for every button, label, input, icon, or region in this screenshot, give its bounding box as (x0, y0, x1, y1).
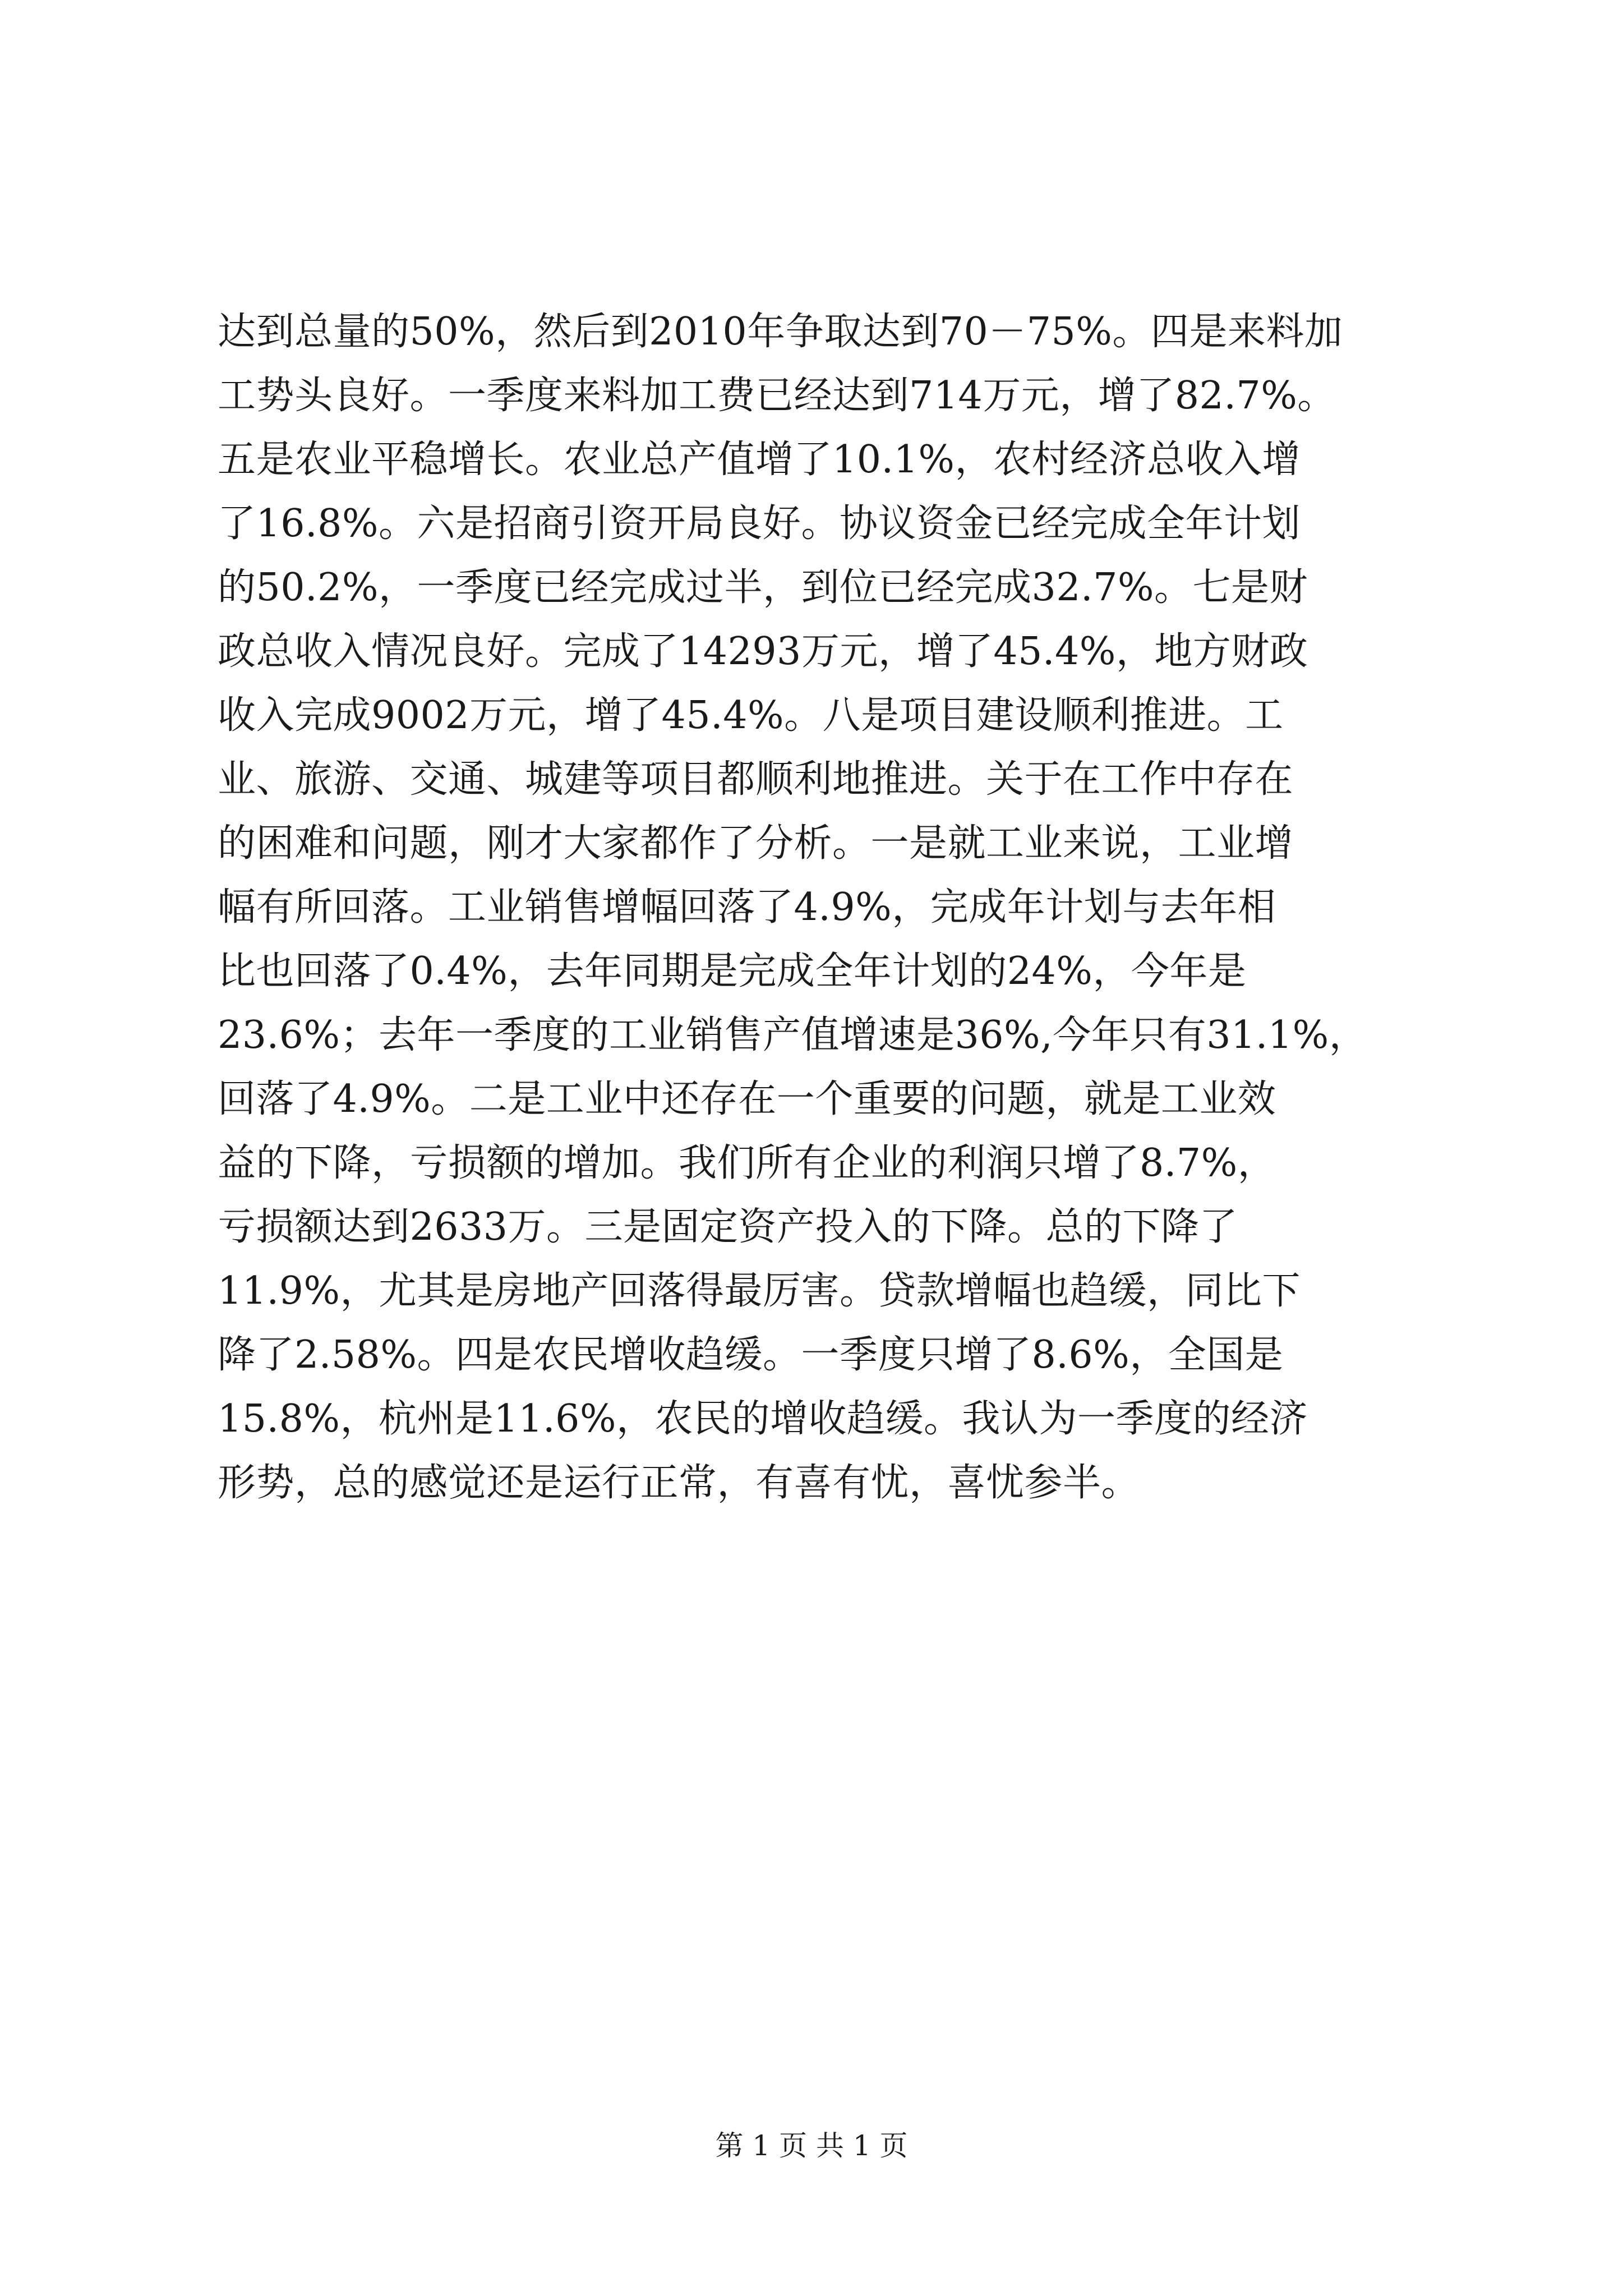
text-line: 的困难和问题，刚才大家都作了分析。一是就工业来说，工业增 (218, 821, 1294, 866)
text-line: 幅有所回落。工业销售增幅回落了4.9%，完成年计划与去年相 (218, 885, 1276, 930)
text-line: 15.8%，杭州是11.6%，农民的增收趋缓。我认为一季度的经济 (218, 1397, 1308, 1441)
text-line: 的50.2%，一季度已经完成过半，到位已经完成32.7%。七是财 (218, 565, 1308, 610)
text-line: 益的下降，亏损额的增加。我们所有企业的利润只增了8.7%， (218, 1141, 1276, 1185)
text-line: 回落了4.9%。二是工业中还存在一个重要的问题，就是工业效 (218, 1077, 1276, 1121)
text-line: 业、旅游、交通、城建等项目都顺利地推进。关于在工作中存在 (218, 757, 1294, 802)
text-line: 政总收入情况良好。完成了14293万元，增了45.4%，地方财政 (218, 629, 1308, 674)
text-line: 23.6%；去年一季度的工业销售产值增速是36%,今年只有31.1%， (218, 1013, 1368, 1057)
body-text (218, 300, 1423, 1515)
page-number-label: 第 1 页 共 1 页 (715, 2129, 908, 2162)
text-line: 五是农业平稳增长。农业总产值增了10.1%，农村经济总收入增 (218, 438, 1301, 482)
text-line: 了16.8%。六是招商引资开局良好。协议资金已经完成全年计划 (218, 501, 1301, 546)
text-line: 达到总量的50%，然后到2010年争取达到70－75%。四是来料加 (218, 310, 1343, 354)
text-line: 比也回落了0.4%，去年同期是完成全年计划的24%，今年是 (218, 949, 1247, 993)
text-line: 亏损额达到2633万。三是固定资产投入的下降。总的下降了 (218, 1205, 1238, 1249)
text-line: 形势，总的感觉还是运行正常，有喜有忧，喜忧参半。 (218, 1461, 1140, 1505)
text-line: 工势头良好。一季度来料加工费已经达到714万元，增了82.7%。 (218, 374, 1336, 418)
page-footer (0, 2126, 1623, 2165)
text-line: 11.9%，尤其是房地产回落得最厉害。贷款增幅也趋缓，同比下 (218, 1269, 1301, 1313)
text-line: 降了2.58%。四是农民增收趋缓。一季度只增了8.6%，全国是 (218, 1333, 1284, 1377)
text-line: 收入完成9002万元，增了45.4%。八是项目建设顺利推进。工 (218, 693, 1284, 738)
